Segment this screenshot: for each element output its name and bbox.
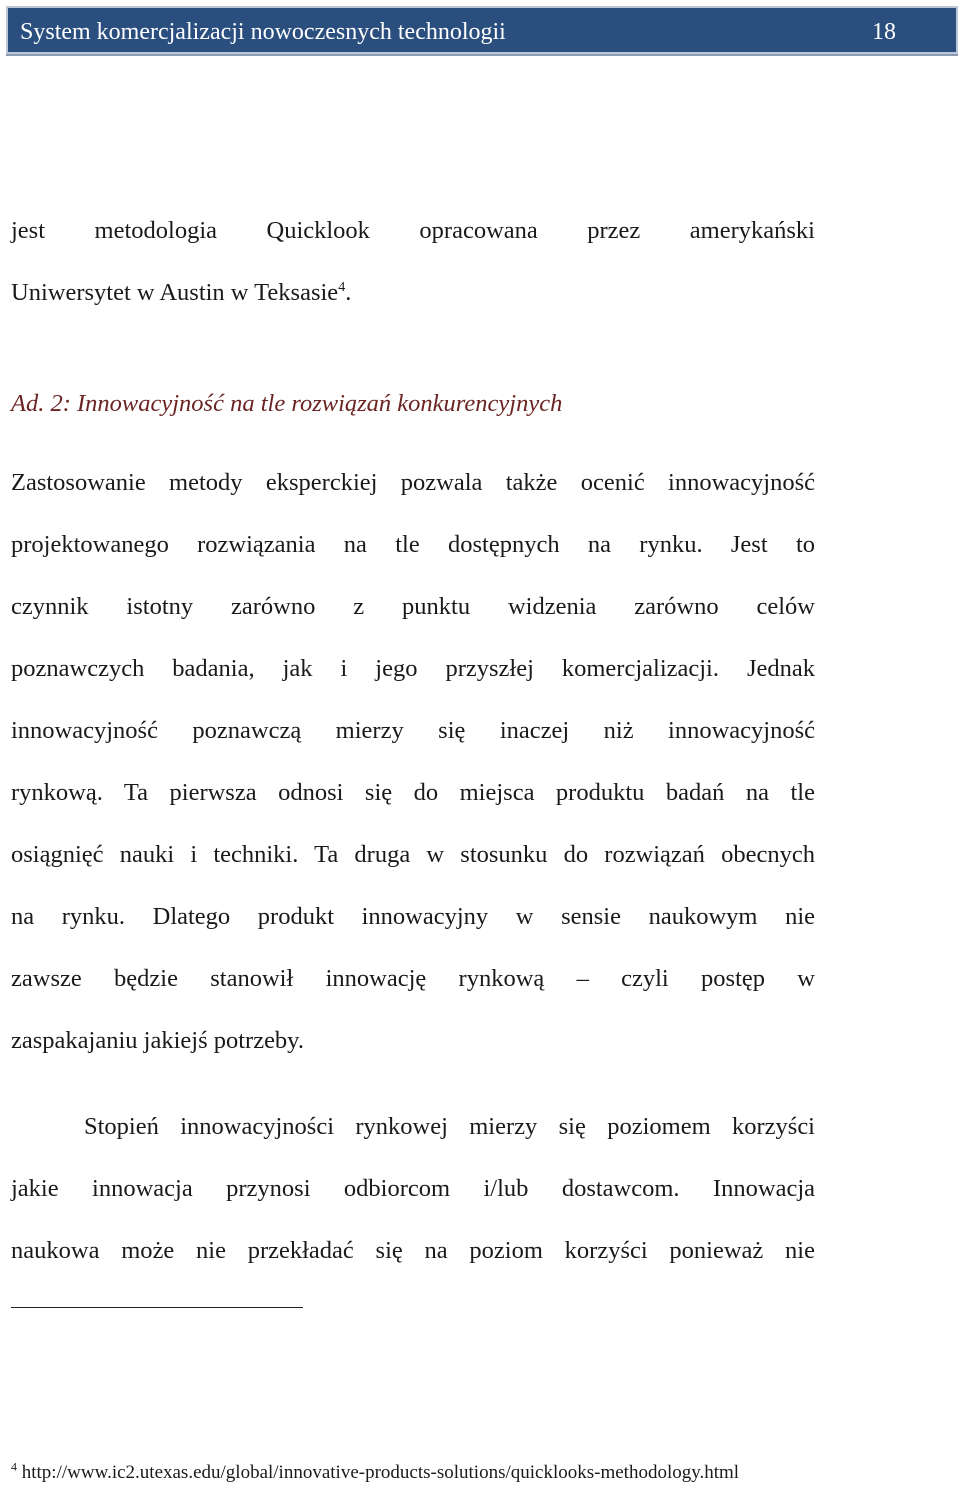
paragraph1-line: innowacyjność poznawczą mierzy się inaczej niż innowacyjność <box>11 717 815 744</box>
paragraph2-line: Stopień innowacyjności rynkowej mierzy się poziomem korzyści <box>84 1113 815 1140</box>
paragraph1-line: Zastosowanie metody eksperckiej pozwala także ocenić innowacyjność <box>11 469 815 496</box>
intro-line-2-end: . <box>345 279 352 306</box>
paragraph1-line: poznawczych badania, jak i jego przyszłej komercjalizacji. Jednak <box>11 655 815 682</box>
paragraph1-line: zaspakajaniu jakiejś potrzeby. <box>11 1027 304 1054</box>
footnote-link[interactable]: http://www.ic2.utexas.edu/global/innovative-products-solutions/quicklooks-methodology.html <box>17 1462 740 1483</box>
page-number: 18 <box>872 19 896 45</box>
paragraph2-line: naukowa może nie przekładać się na poziom korzyści ponieważ nie <box>11 1237 815 1264</box>
paragraph1-line: projektowanego rozwiązania na tle dostępnych na rynku. Jest to <box>11 531 815 558</box>
footnote-marker: 4 <box>11 1459 17 1474</box>
running-header <box>6 6 958 54</box>
intro-line-1: jest metodologia Quicklook opracowana przez amerykański <box>11 217 815 244</box>
footnote-separator <box>11 1307 303 1308</box>
paragraph1-line: zawsze będzie stanowił innowację rynkową – czyli postęp w <box>11 965 815 992</box>
paragraph1-line: rynkową. Ta pierwsza odnosi się do miejsca produktu badań na tle <box>11 779 815 806</box>
header-title: System komercjalizacji nowoczesnych technologii <box>20 19 506 45</box>
paragraph1-line: na rynku. Dlatego produkt innowacyjny w sensie naukowym nie <box>11 903 815 930</box>
paragraph1-line: osiągnięć nauki i techniki. Ta druga w stosunku do rozwiązań obecnych <box>11 841 815 868</box>
section-heading: Ad. 2: Innowacyjność na tle rozwiązań konkurencyjnych <box>11 390 563 417</box>
paragraph1-line: czynnik istotny zarówno z punktu widzenia zarówno celów <box>11 593 815 620</box>
intro-line-2-text: Uniwersytet w Austin w Teksasie <box>11 279 339 306</box>
footnote-ref[interactable]: 4 <box>338 279 346 295</box>
paragraph2-line: jakie innowacja przynosi odbiorcom i/lub dostawcom. Innowacja <box>11 1175 815 1202</box>
footnote <box>11 1461 941 1485</box>
intro-line-2 <box>11 278 815 308</box>
